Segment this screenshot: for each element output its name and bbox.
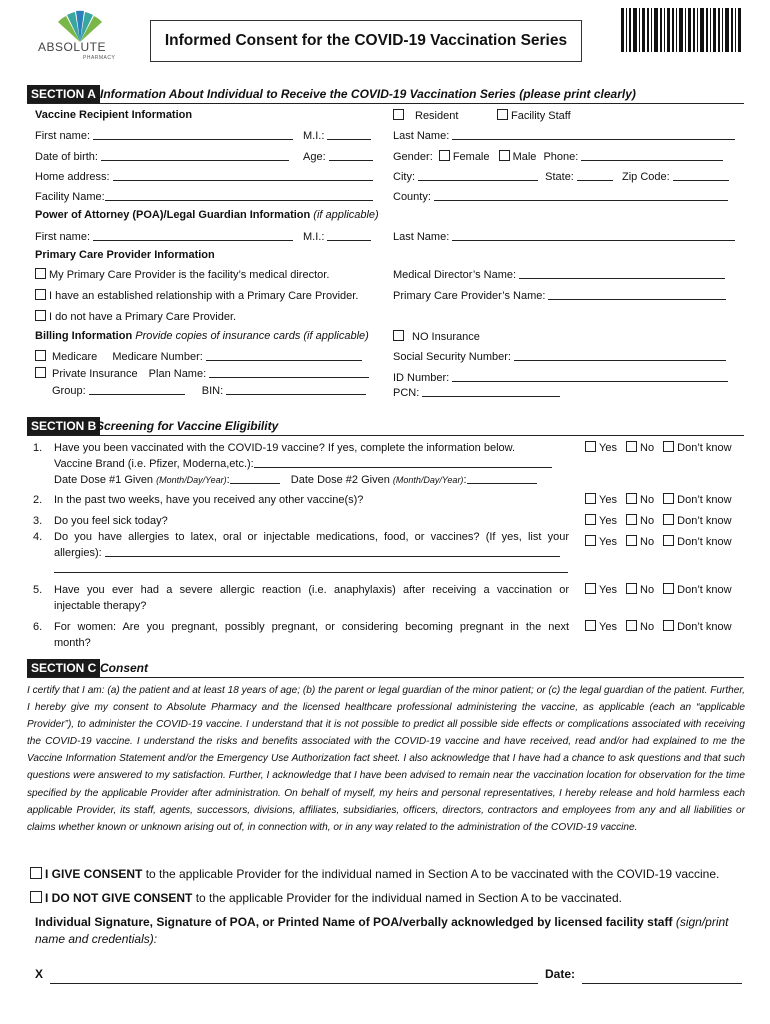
gender-label: Gender:: [393, 151, 433, 163]
first-name-label: First name:: [35, 130, 91, 142]
pcp-name-label: Primary Care Provider’s Name:: [393, 290, 546, 302]
city-label: City:: [393, 171, 415, 183]
signature-line[interactable]: [50, 983, 538, 984]
poa-mi-label: M.I.:: [303, 231, 325, 243]
signature-heading: Individual Signature, Signature of POA, or Printed Name of POA/verbally acknowledged by licensed facility staff: [35, 915, 673, 929]
q6-no-checkbox[interactable]: [626, 620, 637, 631]
q2-text: In the past two weeks, have you received any other vaccine(s)?: [54, 494, 364, 506]
medicare-number-field[interactable]: [206, 350, 362, 361]
pcp-opt3-label: I do not have a Primary Care Provider.: [49, 311, 237, 323]
q4-allergies-field[interactable]: [105, 546, 560, 557]
billing-note: Provide copies of insurance cards (if applicable): [135, 330, 369, 342]
medicare-checkbox[interactable]: [35, 350, 46, 361]
poa-note: (if applicable): [313, 209, 379, 221]
resident-checkbox[interactable]: [393, 109, 404, 120]
q5-answers: [585, 583, 732, 596]
q6-dont-know-label: Don’t know: [677, 621, 732, 633]
section-b-title: Screening for Vaccine Eligibility: [96, 419, 279, 433]
phone-field[interactable]: [581, 150, 723, 161]
q1-dont-know-label: Don’t know: [677, 442, 732, 454]
logo-subtext: PHARMACY: [83, 55, 116, 61]
q1-dose1-label: Date Dose #1 Given: [54, 474, 154, 486]
id-number-label: ID Number:: [393, 372, 450, 384]
plan-name-field[interactable]: [209, 367, 369, 378]
q4-no-checkbox[interactable]: [626, 535, 637, 546]
facility-name-label: Facility Name:: [35, 191, 105, 203]
facility-staff-checkbox[interactable]: [497, 109, 508, 120]
give-consent-bold: I GIVE CONSENT: [45, 867, 143, 881]
pcp-opt3-checkbox[interactable]: [35, 310, 46, 321]
id-number-field[interactable]: [452, 371, 728, 382]
q1-number: 1.: [33, 442, 43, 454]
male-label: Male: [512, 151, 537, 163]
q5-dont-know-label: Don’t know: [677, 584, 732, 596]
age-label: Age:: [303, 151, 326, 163]
resident-checkbox-row[interactable]: [393, 109, 458, 122]
group-field[interactable]: [89, 384, 185, 395]
poa-mi-field[interactable]: [327, 230, 371, 241]
zip-label: Zip Code:: [622, 171, 670, 183]
last-name-field[interactable]: [452, 129, 735, 140]
plan-name-label: Plan Name:: [148, 368, 207, 380]
home-address-field[interactable]: [113, 170, 373, 181]
q3-no-label: No: [640, 515, 655, 527]
last-name-label: Last Name:: [393, 130, 450, 142]
section-c-title: Consent: [100, 661, 148, 675]
female-label: Female: [452, 151, 490, 163]
state-label: State:: [545, 171, 574, 183]
q1-brand-field[interactable]: [254, 457, 552, 468]
medical-director-field[interactable]: [519, 268, 725, 279]
private-insurance-checkbox[interactable]: [35, 367, 46, 378]
poa-last-name-field[interactable]: [452, 230, 735, 241]
q4-yes-checkbox[interactable]: [585, 535, 596, 546]
q5-yes-label: Yes: [599, 584, 617, 596]
county-field[interactable]: [434, 190, 728, 201]
resident-label: Resident: [415, 110, 459, 122]
q4-text: Do you have allergies to latex, oral or injectable medications, food, or vaccines? (If yes, list your: [54, 531, 569, 543]
medical-director-label: Medical Director’s Name:: [393, 269, 517, 281]
bin-field[interactable]: [226, 384, 366, 395]
not-consent-text: to the applicable Provider for the individual named in Section A to be vaccinated.: [195, 891, 622, 905]
medicare-label: Medicare: [52, 351, 98, 363]
q5-dont-know-checkbox[interactable]: [663, 583, 674, 594]
barcode-icon: [621, 8, 741, 52]
no-insurance-checkbox[interactable]: [393, 330, 404, 341]
q5-cont: injectable therapy?: [54, 600, 147, 612]
q1-dose2-format: (Month/Day/Year): [392, 475, 464, 485]
q4-cont-label: allergies):: [54, 547, 102, 559]
mi-label: M.I.:: [303, 130, 325, 142]
q2-no-label: No: [640, 494, 655, 506]
q2-no-checkbox[interactable]: [626, 493, 637, 504]
signature-note: (sign/print name and credentials):: [35, 915, 729, 946]
q6-text: For women: Are you pregnant, possibly pregnant, or considering becoming pregnant in the next: [54, 621, 569, 633]
poa-last-name-label: Last Name:: [393, 231, 450, 243]
city-field[interactable]: [418, 170, 538, 181]
q5-number: 5.: [33, 584, 43, 596]
q4-yes-label: Yes: [599, 536, 617, 548]
give-consent-text: to the applicable Provider for the individual named in Section A to be vaccinated with the COVID-19 vaccine.: [145, 867, 720, 881]
facility-staff-checkbox-row[interactable]: [497, 109, 571, 122]
q3-text: Do you feel sick today?: [54, 515, 168, 527]
q6-answers: [585, 620, 732, 633]
section-b-header: [27, 417, 744, 436]
consent-paragraph: I certify that I am: (a) the patient and at least 18 years of age; (b) the parent or legal guardian of the minor patient; or (c) the legal guardian of the patient. Further, I hereby give my consent to Absolute Pharmacy and the licensed healthcare professional administering the vaccine, as applicable (each an “applicable Provider”), to administer the COVID-19 vaccine. I understand that it is not possible to predict all possible side effects or complications associated with receiving the COVID-19 vaccine. I understand the risks and benefits associated with the COVID-19 vaccine and have received, read and/or had explained to me the Vaccine Information Statement and/or the Emergency Use Authorization fact sheet. I also acknowledge that I have had a chance to ask questions and that such questions were answered to my satisfaction. Further, I acknowledge that I have been advised to remain near the vaccination location for observation for the time specified by the applicable Provider after administration. On behalf of myself, my heirs and personal representatives, I hereby release and hold harmless each applicable Provider, its staff, agents, successors, divisions, affiliates, subsidiaries, officers, directors, contractors and employees from any and all liabilities or claims whether known or unknown arising out of, in connection with, or in any way related to the administration of the COVID-19 vaccine.: [27, 685, 745, 833]
pcp-opt1-label: My Primary Care Provider is the facility’s medical director.: [49, 269, 330, 281]
section-b-tag: SECTION B: [27, 417, 100, 435]
q6-cont: month?: [54, 637, 91, 649]
pcp-heading: Primary Care Provider Information: [35, 249, 215, 261]
q4-dont-know-checkbox[interactable]: [663, 535, 674, 546]
mi-field[interactable]: [327, 129, 371, 140]
phone-label: Phone:: [543, 151, 579, 163]
logo-wordmark: ABSOLUTE: [38, 40, 107, 54]
q1-no-checkbox[interactable]: [626, 441, 637, 452]
q3-answers: [585, 514, 732, 527]
give-consent-checkbox[interactable]: [30, 867, 42, 879]
pcp-opt1-checkbox[interactable]: [35, 268, 46, 279]
q2-dont-know-label: Don’t know: [677, 494, 732, 506]
not-consent-bold: I DO NOT GIVE CONSENT: [45, 891, 193, 905]
facility-name-field[interactable]: [105, 190, 373, 201]
q1-dont-know-checkbox[interactable]: [663, 441, 674, 452]
ssn-field[interactable]: [514, 350, 726, 361]
q4-no-label: No: [640, 536, 655, 548]
q2-number: 2.: [33, 494, 43, 506]
recipient-heading: Vaccine Recipient Information: [35, 109, 193, 121]
q1-dose1-field[interactable]: [230, 473, 280, 484]
ssn-label: Social Security Number:: [393, 351, 511, 363]
q2-answers: [585, 493, 732, 506]
medicare-number-label: Medicare Number:: [112, 351, 203, 363]
date-label: Date:: [545, 967, 576, 981]
pcp-opt2-checkbox[interactable]: [35, 289, 46, 300]
absolute-pharmacy-logo-icon: [50, 8, 110, 42]
q2-dont-know-checkbox[interactable]: [663, 493, 674, 504]
age-field[interactable]: [329, 150, 373, 161]
q6-yes-checkbox[interactable]: [585, 620, 596, 631]
q4-allergies-line[interactable]: [54, 572, 568, 573]
not-consent-checkbox[interactable]: [30, 891, 42, 903]
zip-field[interactable]: [673, 170, 729, 181]
section-a-header: [27, 85, 744, 104]
date-line[interactable]: [582, 983, 742, 984]
q2-yes-checkbox[interactable]: [585, 493, 596, 504]
page-title: Informed Consent for the COVID-19 Vaccination Series: [150, 20, 582, 62]
q1-dose1-format: (Month/Day/Year): [156, 475, 227, 485]
pcp-name-field[interactable]: [548, 289, 726, 300]
poa-first-name-field[interactable]: [93, 230, 293, 241]
q1-dose2-label: Date Dose #2 Given: [290, 474, 390, 486]
q2-yes-label: Yes: [599, 494, 617, 506]
bin-label: BIN:: [201, 385, 224, 397]
q3-number: 3.: [33, 515, 43, 527]
facility-staff-label: Facility Staff: [511, 110, 571, 122]
section-a-tag: SECTION A: [27, 85, 100, 103]
q1-answers: [585, 441, 732, 454]
signature-x: X: [35, 967, 44, 981]
section-c-header: [27, 659, 744, 678]
q1-no-label: No: [640, 442, 655, 454]
q6-number: 6.: [33, 621, 43, 633]
billing-heading: Billing Information: [35, 330, 133, 342]
female-checkbox[interactable]: [439, 150, 450, 161]
county-label: County:: [393, 191, 431, 203]
pcn-label: PCN:: [393, 387, 420, 399]
signature-instructions: [35, 914, 745, 948]
q1-yes-label: Yes: [599, 442, 617, 454]
pcn-field[interactable]: [422, 386, 560, 397]
q5-no-label: No: [640, 584, 655, 596]
q3-yes-checkbox[interactable]: [585, 514, 596, 525]
private-insurance-label: Private Insurance: [52, 368, 138, 380]
poa-first-name-label: First name:: [35, 231, 91, 243]
q6-no-label: No: [640, 621, 655, 633]
pcp-opt2-label: I have an established relationship with a Primary Care Provider.: [49, 290, 359, 302]
q4-number: 4.: [33, 531, 43, 543]
no-insurance-label: NO Insurance: [412, 331, 480, 343]
q5-yes-checkbox[interactable]: [585, 583, 596, 594]
section-c-tag: SECTION C: [27, 659, 100, 677]
q4-answers: [585, 535, 732, 548]
q1-dose2-field[interactable]: [467, 473, 537, 484]
q6-dont-know-checkbox[interactable]: [663, 620, 674, 631]
q3-no-checkbox[interactable]: [626, 514, 637, 525]
q1-yes-checkbox[interactable]: [585, 441, 596, 452]
group-label: Group:: [52, 385, 86, 397]
q1-brand-label: Vaccine Brand (i.e. Pfizer, Moderna,etc.):: [54, 458, 254, 470]
male-checkbox[interactable]: [499, 150, 510, 161]
poa-heading: Power of Attorney (POA)/Legal Guardian Information: [35, 209, 311, 221]
section-a-title: Information About Individual to Receive the COVID-19 Vaccination Series (please print clearly): [100, 87, 636, 101]
q6-yes-label: Yes: [599, 621, 617, 633]
dob-field[interactable]: [101, 150, 289, 161]
q5-no-checkbox[interactable]: [626, 583, 637, 594]
q3-yes-label: Yes: [599, 515, 617, 527]
q3-dont-know-checkbox[interactable]: [663, 514, 674, 525]
q1-text: Have you been vaccinated with the COVID-19 vaccine? If yes, complete the information below.: [54, 442, 516, 454]
q5-text: Have you ever had a severe allergic reaction (i.e. anaphylaxis) after receiving a vaccination or: [54, 584, 569, 596]
state-field[interactable]: [577, 170, 613, 181]
dob-label: Date of birth:: [35, 151, 98, 163]
first-name-field[interactable]: [93, 129, 293, 140]
q3-dont-know-label: Don’t know: [677, 515, 732, 527]
q4-dont-know-label: Don’t know: [677, 536, 732, 548]
home-address-label: Home address:: [35, 171, 110, 183]
